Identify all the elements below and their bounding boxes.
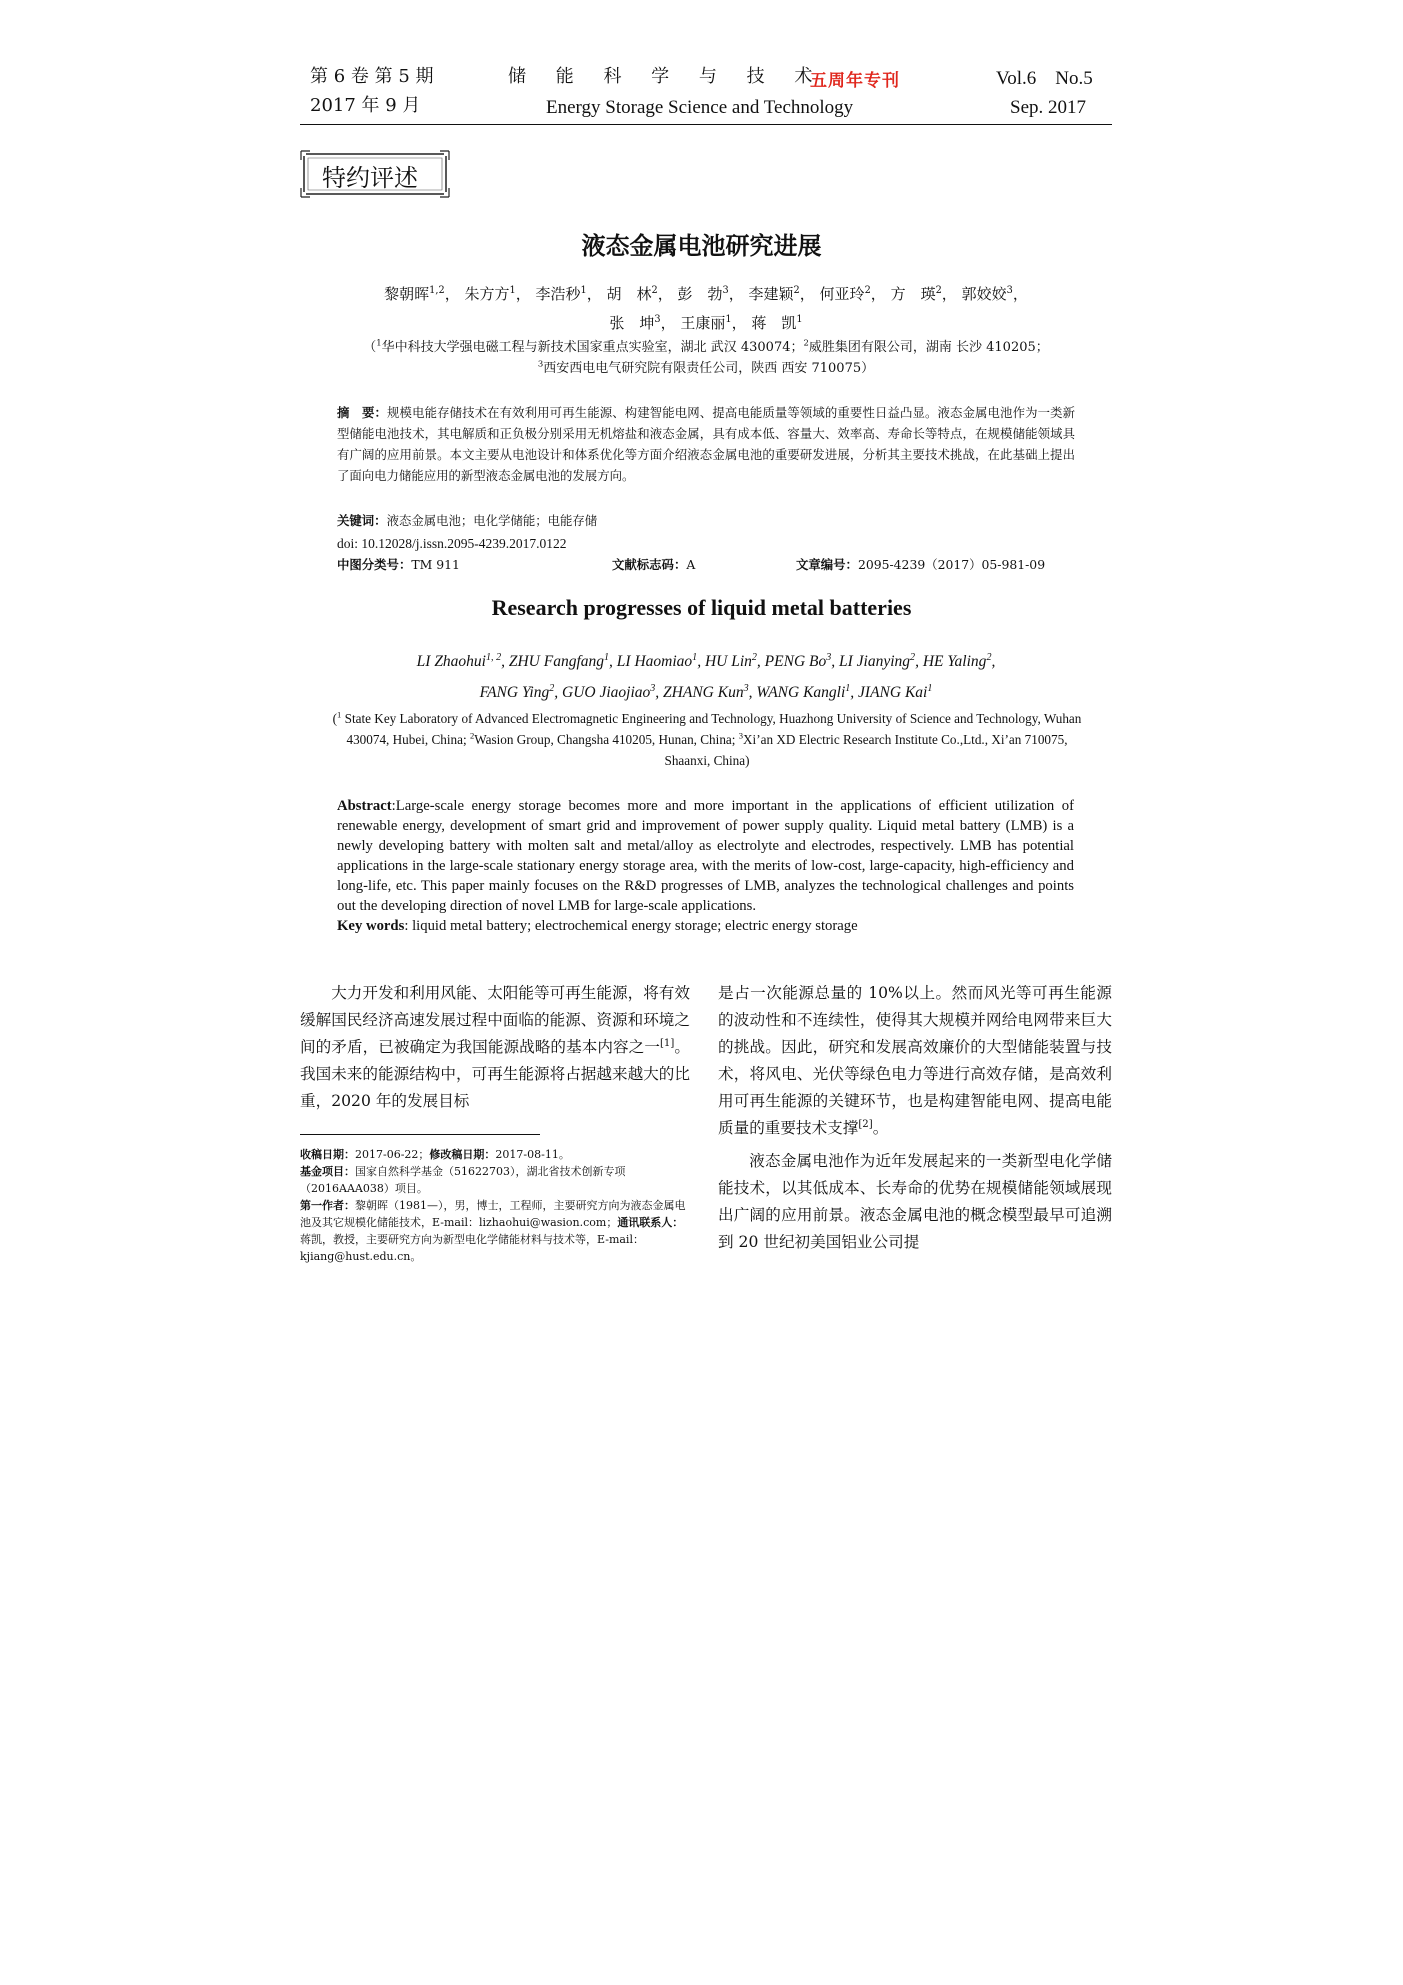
affil-line: 威胜集团有限公司，湖南 长沙 410205；: [808, 340, 1049, 355]
abstract-cn-text: 规模电能存储技术在有效利用可再生能源、构建智能电网、提高电能质量等领域的重要性日益凸显。液态金属电池作为一类新型储能电池技术，其电解质和正负极分别采用无机熔盐和液态金属，具有成本低、容量大、效率高、寿命长等特点，在规模储能领域具有广阔的应用前景。本文主要从电池设计和体系优化等方面介绍液态金属电池的重要研发进展，分析其主要技术挑战，在此基础上提出了面向电力储能应用的新型液态金属电池的发展方向。: [337, 405, 1076, 483]
affil-sup: 1: [376, 337, 382, 348]
revised-date: 2017-08-11。: [495, 1148, 570, 1161]
article-label: 文章编号：: [796, 557, 858, 572]
footnote-dates: [300, 1146, 690, 1163]
header-volume-en: Vol.6 No.5: [996, 68, 1093, 89]
author-en: JIANG Kai: [858, 684, 928, 701]
author-en-sup: 2: [910, 651, 916, 663]
header-journal-cn: 储 能 科 学 与 技 术: [508, 66, 825, 87]
author-cn: 郭姣姣: [961, 285, 1007, 303]
abstract-cn-label: 摘 要：: [337, 405, 388, 420]
body-left-column: [300, 980, 690, 1115]
author-cn: 朱方方: [464, 285, 510, 303]
author-en: HE Yaling: [922, 653, 987, 670]
affil-line: 西安西电电气研究院有限责任公司，陕西 西安 710075）: [543, 361, 875, 376]
affil-en-sup: 3: [738, 730, 744, 741]
doi: doi: 10.12028/j.issn.2095-4239.2017.0122: [337, 536, 567, 551]
footnote-fund: [300, 1163, 690, 1197]
author-en-sup: 1: [604, 651, 610, 663]
header-journal-en: Energy Storage Science and Technology: [546, 97, 854, 118]
abstract-en-text: :Large-scale energy storage becomes more and more important in the applications of efficient utilization of renewable energy, development of smart grid and improvement of power supply quality. Liquid metal battery (LMB) is a newly developing battery with molten salt and metal/alloy as electrolyte and electrodes, respectively. LMB has potential applications in the large-scale stationary energy storage area, with the merits of low-cost, large-capacity, high-efficiency and long-life, etc. This paper mainly focuses on the R&D progresses of LMB, analyzes the technological challenges and points out the developing direction of novel LMB for large-scale applications.: [337, 798, 1074, 914]
doc-value: A: [686, 557, 696, 572]
affil-line: 华中科技大学强电磁工程与新技术国家重点实验室，湖北 武汉 430074；: [381, 340, 804, 355]
author-cn: 李浩秒: [535, 285, 581, 303]
doc-code: [612, 555, 695, 574]
author-en-sup: 1: [692, 651, 698, 663]
footnote-author: [300, 1197, 690, 1265]
fund-text: 国家自然科学基金（51622703），湖北省技术创新专项（2016AAA038）项目。: [300, 1165, 626, 1195]
fund-label: 基金项目：: [300, 1165, 355, 1178]
article-number: [796, 555, 1045, 574]
author-affil-sup: 3: [1006, 285, 1013, 296]
footnote-rule: [300, 1134, 540, 1135]
author-en: ZHANG Kun: [663, 684, 744, 701]
author-en: FANG Ying: [479, 684, 550, 701]
author-cn: 王康丽: [680, 314, 726, 332]
author-affil-sup: 2: [864, 285, 871, 296]
paragraph-text: 是占一次能源总量的 10%以上。然而风光等可再生能源的波动性和不连续性，使得其大规模并网给电网带来巨大的挑战。因此，研究和发展高效廉价的大型储能装置与技术，将风电、光伏等绿色电力等进行高效存储，是高效利用可再生能源的关键环节，也是构建智能电网、提高电能质量的重要技术支撑: [718, 984, 1112, 1137]
keywords-en-text: : liquid metal battery; electrochemical energy storage; electric energy storage: [404, 918, 858, 934]
paragraph: [300, 980, 690, 1115]
author-affil-sup: 1: [725, 314, 732, 325]
author-en-sup: 1, 2: [486, 651, 502, 663]
affil-en-sup: 1: [337, 709, 342, 720]
header-date-cn: 2017 年 9 月: [310, 95, 421, 116]
footnotes: [300, 1146, 690, 1265]
author-affil-sup: 3: [722, 285, 729, 296]
title-en: Research progresses of liquid metal batteries: [491, 595, 912, 620]
abstract-en-label: Abstract: [337, 798, 392, 814]
author-cn: 何亚玲: [819, 285, 865, 303]
author-en: LI Zhaohui: [416, 653, 486, 670]
author-en-sup: 3: [743, 682, 749, 694]
clc-value: TM 911: [411, 557, 460, 572]
abstract-en: [337, 796, 1074, 936]
section-label: 特约评述: [322, 164, 418, 192]
author-en: PENG Bo: [764, 653, 827, 670]
paragraph: [718, 980, 1112, 1142]
author-affil-sup: 2: [651, 285, 658, 296]
author-affil-sup: 1,2: [429, 285, 445, 296]
affil-en-sup: 2: [469, 730, 475, 741]
author-en-sup: 3: [826, 651, 832, 663]
affil-sup: 2: [803, 337, 809, 348]
keywords-cn: [337, 511, 1075, 530]
paragraph-text: 。我国未来的能源结构中，可再生能源将占据越来越大的比重，2020 年的发展目标: [300, 1038, 690, 1110]
author-en-sup: 2: [549, 682, 555, 694]
header-rule: [300, 124, 1112, 125]
clc-label: 中图分类号：: [337, 557, 412, 572]
author-en: HU Lin: [704, 653, 752, 670]
author-affil-sup: 1: [580, 285, 587, 296]
article-value: 2095-4239（2017）05-981-09: [857, 557, 1046, 572]
keywords-en-label: Key words: [337, 918, 405, 934]
paragraph-text: 。: [872, 1119, 889, 1137]
author-text: 黎朝晖（1981—），男，博士，工程师，主要研究方向为液态金属电池及其它规模化储能技术，E-mail：lizhaohui@wasion.com；: [300, 1199, 686, 1229]
author-en: WANG Kangli: [756, 684, 846, 701]
author-affil-sup: 1: [509, 285, 516, 296]
author-cn: 彭 勃: [677, 285, 723, 303]
author-en-sup: 1: [927, 682, 933, 694]
author-en: LI Haomiao: [616, 653, 693, 670]
author-en: LI Jianying: [839, 653, 911, 670]
paragraph-text: 液态金属电池作为近年发展起来的一类新型电化学储能技术，以其低成本、长寿命的优势在规模储能领域展现出广阔的应用前景。液态金属电池的概念模型最早可追溯到 20 世纪初美国铝业公司提: [718, 1152, 1112, 1251]
author-label: 第一作者：: [300, 1199, 355, 1212]
author-cn: 蒋 凯: [751, 314, 797, 332]
special-issue-badge: 五周年专刊: [810, 71, 900, 91]
author-en: ZHU Fangfang: [508, 653, 605, 670]
author-cn: 李建颖: [748, 285, 794, 303]
author-affil-sup: 1: [796, 314, 803, 325]
citation-ref: [2]: [858, 1118, 873, 1130]
revised-label: 修改稿日期：: [429, 1148, 496, 1161]
citation-ref: [1]: [659, 1037, 675, 1049]
author-cn: 胡 林: [606, 285, 652, 303]
author-cn: 方 瑛: [890, 285, 936, 303]
author-cn: 黎朝晖: [384, 285, 430, 303]
keywords-cn-label: 关键词：: [337, 513, 387, 528]
header-date-en: Sep. 2017: [1010, 97, 1086, 118]
contact-label: 通讯联系人：: [617, 1216, 684, 1229]
abstract-cn: [337, 402, 1075, 486]
author-cn: 张 坤: [609, 314, 655, 332]
author-en-sup: 2: [986, 651, 992, 663]
affiliation-cn: （$^1$华中科技大学强电磁工程与新技术国家重点实验室，湖北 武汉 430074；$^2$威胜集团有限公司，湖南 长沙 410205； $^3$西安西电电气研究院有限责任公司，陕西 西安 710075）: [363, 337, 1049, 376]
clc-number: [337, 555, 460, 574]
affil-en-text: Xi’an XD Electric Research Institute Co.,Ltd., Xi’an 710075, Shaanxi, China): [664, 732, 1068, 768]
authors-cn: 黎朝晖$^{1,2}$， 朱方方$^1$， 李浩秒$^1$， 胡 林$^2$， 彭 勃$^3$， 李建颖$^2$， 何亚玲$^2$， 方 瑛$^2$， 郭姣姣$^3$， 张 坤$^3$， 王康丽$^1$， 蒋 凯$^1$: [384, 285, 1028, 332]
title-cn: 液态金属电池研究进展: [581, 232, 822, 260]
section-label-frame: [300, 150, 450, 198]
paragraph: [718, 1148, 1112, 1256]
affil-en-text: Wasion Group, Changsha 410205, Hunan, China;: [474, 732, 739, 747]
author-en-sup: 2: [751, 651, 757, 663]
received-label: 收稿日期：: [300, 1148, 355, 1161]
body-right-column: [718, 980, 1112, 1256]
doc-label: 文献标志码：: [612, 557, 687, 572]
header-volume-cn: 第 6 卷 第 5 期: [310, 66, 434, 87]
author-en-sup: 3: [650, 682, 656, 694]
author-en: GUO Jiaojiao: [562, 684, 651, 701]
keywords-cn-text: 液态金属电池；电化学储能；电能存储: [386, 513, 598, 528]
authors-en: LI Zhaohui$^{1, 2}$, ZHU Fangfang$^1$, LI Haomiao$^1$, HU Lin$^2$, PENG Bo$^3$, LI Jianying$^2$, HE Yaling$^2$, FANG Ying$^2$, GUO Jiaojiao$^3$, ZHANG Kun$^3$, WANG Kangli$^1$, JIANG Kai$^1$: [416, 651, 996, 701]
paragraph-text: 大力开发和利用风能、太阳能等可再生能源，将有效缓解国民经济高速发展过程中面临的能源、资源和环境之间的矛盾，已被确定为我国能源战略的基本内容之一: [300, 984, 690, 1056]
contact-text: 蒋凯，教授，主要研究方向为新型电化学储能材料与技术等，E-mail：kjiang@hust.edu.cn。: [300, 1233, 644, 1263]
received-date: 2017-06-22；: [355, 1148, 430, 1161]
author-affil-sup: 2: [793, 285, 800, 296]
author-affil-sup: 3: [654, 314, 661, 325]
author-affil-sup: 2: [935, 285, 942, 296]
affil-sup: 3: [537, 358, 544, 369]
affiliation-en: ($^1$ State Key Laboratory of Advanced Electromagnetic Engineering and Technology, Huazhong University of Science and Technology, Wuhan 430074, Hubei, China; $^2$Wasion Group, Changsha 410205, Hunan, China; $^3$Xi’an XD Electric Research Institute Co.,Ltd., Xi’an 710075, Shaanxi, China): [332, 709, 1082, 768]
affil-en-text: State Key Laboratory of Advanced Electromagnetic Engineering and Technology, Huazhong University of Science and Technology, Wuhan 430074, Hubei, China;: [341, 711, 1082, 747]
author-en-sup: 1: [845, 682, 851, 694]
